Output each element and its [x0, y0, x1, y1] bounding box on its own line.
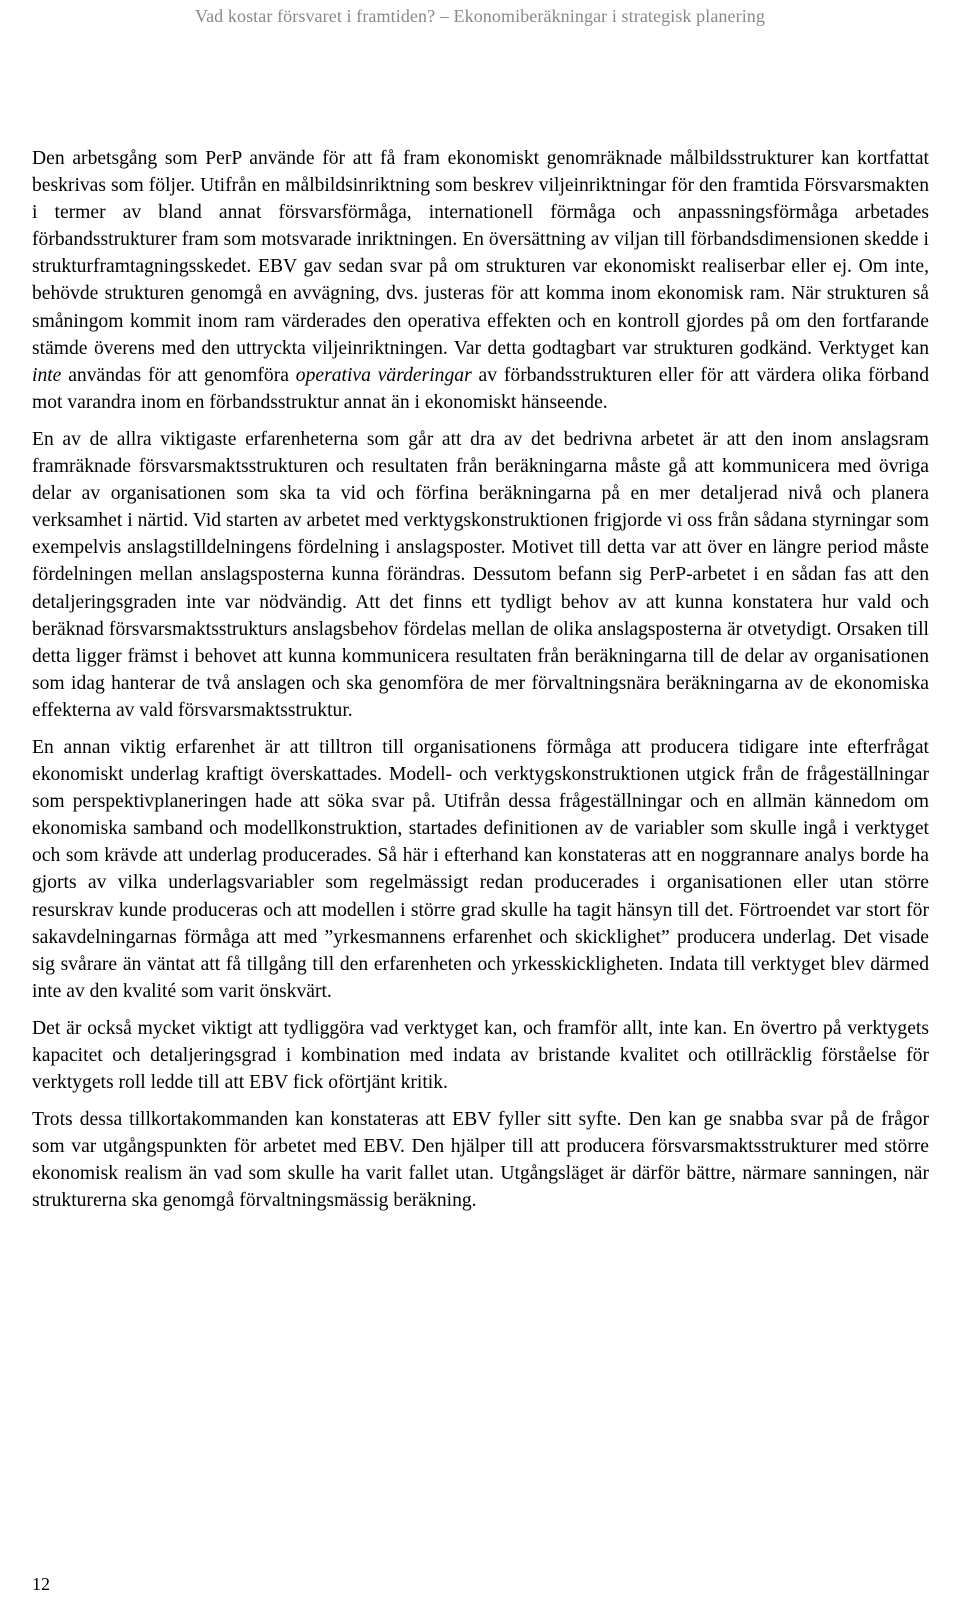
- paragraph-1-text-a: Den arbetsgång som PerP använde för att få fram ekonomiskt genomräknade målbildsstrukturer kan kortfattat beskrivas som följer. Utifrån en målbildsinriktning som beskrev viljeinriktningar för den framtida Försvarsmakten i termer av bland annat försvarsförmåga, internationell förmåga och anpassningsförmåga arbetades förbandsstrukturer fram som motsvarade inriktningen. En översättning av viljan till förbandsdimensionen skedde i strukturframtagningsskedet. EBV gav sedan svar på om strukturen var ekonomiskt realiserbar eller ej. Om inte, behövde strukturen genomgå en avvägning, dvs. justeras för att komma inom ekonomisk ram. När strukturen så småningom kommit inom ram värderades den operativa effekten och en kontroll gjordes på om den fortfarande stämde överens med den uttryckta viljeinriktningen. Var detta godtagbart var strukturen godkänd. Verktyget kan: [32, 148, 929, 359]
- paragraph-1-text-b: användas för att genomföra: [61, 364, 296, 386]
- running-header: Vad kostar försvaret i framtiden? – Ekonomiberäkningar i strategisk planering: [194, 6, 766, 26]
- paragraph-5: Trots dessa tillkortakommanden kan konstateras att EBV fyller sitt syfte. Den kan ge snabba svar på de frågor som var utgångspunkten för arbetet med EBV. Den hjälper till att producera försvarsmaktsstrukturer med större ekonomisk realism än vad som skulle ha varit fallet utan. Utgångsläget är därför bättre, närmare sanningen, när strukturerna ska genomgå förvaltningsmässig beräkning.: [32, 1109, 929, 1212]
- emphasis-operativa-varderingar: operativa värderingar: [295, 364, 472, 386]
- paragraph-1-text-c: av förbandsstrukturen eller för att värdera olika förband mot varandra inom en förbandsstruktur annat än i ekonomiskt hänseende.: [32, 364, 929, 413]
- paragraph-4: Det är också mycket viktigt att tydliggöra vad verktyget kan, och framför allt, inte kan. En övertro på verktygets kapacitet och detaljeringsgrad i kombination med indata av bristande kvalitet och otillräcklig förståelse för verktygets roll ledde till att EBV fick oförtjänt kritik.: [32, 1017, 929, 1094]
- paragraph-2: En av de allra viktigaste erfarenheterna som går att dra av det bedrivna arbetet är att den inom anslagsram framräknade försvarsmaktsstrukturen och resultaten från beräkningarna måste gå att kommunicera med övriga delar av organisationen som ska ta vid och förfina beräkningarna på en mer detaljerad nivå och planera verksamhet i närtid. Vid starten av arbetet med verktygskonstruktionen frigjorde vi oss från sådana styrningar som exempelvis anslagstilldelningens fördelning i anslagsposter. Motivet till detta var att över en längre period måste fördelningen mellan anslagsposterna kunna förändras. Dessutom befann sig PerP-arbetet i en sådan fas att den detaljeringsgraden inte var nödvändig. Att det finns ett tydligt behov av att kunna konstatera hur vald och beräknad försvarsmaktsstrukturs anslagsbehov fördelas mellan de olika anslagsposterna är otvetydigt. Orsaken till detta ligger främst i behovet att kunna kommunicera resultaten från beräkningarna till de delar av organisationen som idag hanterar de två anslagen och ska genomföra de mer förvaltningsnära beräkningarna av de ekonomiska effekterna av vald försvarsmaktsstruktur.: [32, 428, 929, 721]
- paragraph-1: [32, 145, 929, 416]
- paragraph-3: En annan viktig erfarenhet är att tilltron till organisationens förmåga att producera tidigare inte efterfrågat ekonomiskt underlag kraftigt överskattades. Modell- och verktygskonstruktionen utgick från de frågeställningar som perspektivplaneringen hade att söka svar på. Utifrån dessa frågeställningar och en allmän kännedom om ekonomiska samband och modellkonstruktion, startades definitionen av de variabler som skulle ingå i verktyget och som krävde att underlag producerades. Så här i efterhand kan konstateras att en noggrannare analys borde ha gjorts av vilka underlagsvariabler som regelmässigt redan producerades i organisationen eller utan större resurskrav kunde produceras och att modellen i större grad skulle ha tagit hänsyn till det. Förtroendet var stort för sakavdelningarnas förmåga att med ”yrkesmannens erfarenhet och skicklighet” producera underlag. Det visade sig svårare än väntat att få tillgång till den erfarenheten och yrkesskickligheten. Indata till verktyget blev därmed inte av den kvalité som varit önskvärt.: [32, 736, 929, 1002]
- emphasis-inte: inte: [32, 364, 62, 386]
- body-text: [32, 145, 929, 1225]
- page-number: 12: [32, 1574, 50, 1594]
